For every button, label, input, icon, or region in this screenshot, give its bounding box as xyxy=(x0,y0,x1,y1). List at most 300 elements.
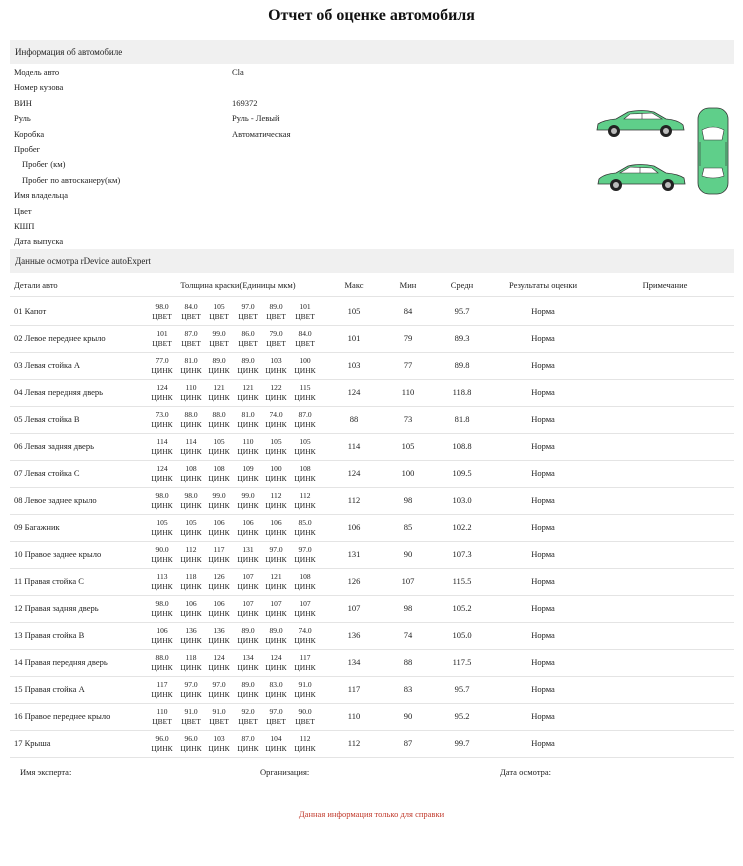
coating-type: ЦИНК xyxy=(294,473,316,483)
thickness-value: 105 xyxy=(213,437,225,446)
max-value: 88 xyxy=(349,414,359,424)
thickness-cell xyxy=(237,518,259,537)
avg-value: 99.7 xyxy=(454,738,470,748)
table-row xyxy=(10,487,734,515)
coating-type: ЦИНК xyxy=(237,608,259,618)
result-value: Норма xyxy=(531,522,555,532)
car-side-right-icon xyxy=(596,162,688,194)
coating-type: ЦИНК xyxy=(237,662,259,672)
thickness-value: 84.0 xyxy=(184,302,198,311)
part-name: 04 Левая передняя дверь xyxy=(14,387,104,397)
thickness-cell xyxy=(265,329,287,348)
inspection-section-header: Данные осмотра rDevice autoExpert xyxy=(10,249,734,273)
coating-type: ЦИНК xyxy=(237,392,259,402)
coating-type: ЦИНК xyxy=(180,473,202,483)
coating-type: ЦИНК xyxy=(208,527,230,537)
thickness-cell xyxy=(294,491,316,510)
thickness-value: 112 xyxy=(299,491,311,500)
col-header-max: Макс xyxy=(344,280,364,290)
coating-type: ЦИНК xyxy=(265,635,287,645)
thickness-cell xyxy=(208,383,230,402)
thickness-value: 86.0 xyxy=(241,329,255,338)
thickness-cell xyxy=(237,383,259,402)
result-value: Норма xyxy=(531,414,555,424)
coating-type: ЦВЕТ xyxy=(266,338,286,348)
thickness-value: 107 xyxy=(242,572,254,581)
part-name: 08 Левое заднее крыло xyxy=(14,495,97,505)
car-side-left-icon xyxy=(594,108,686,140)
min-value: 83 xyxy=(403,684,413,694)
car-info-label: Номер кузова xyxy=(14,82,64,93)
min-value: 84 xyxy=(403,306,413,316)
coating-type: ЦИНК xyxy=(151,527,173,537)
thickness-cell xyxy=(237,680,259,699)
min-value: 79 xyxy=(403,333,413,343)
thickness-cell xyxy=(180,545,202,564)
thickness-value: 110 xyxy=(185,383,197,392)
avg-value: 89.8 xyxy=(454,360,470,370)
coating-type: ЦИНК xyxy=(265,446,287,456)
report-title: Отчет об оценке автомобиля xyxy=(268,7,475,24)
part-name: 02 Левое переднее крыло xyxy=(14,333,106,343)
max-value: 110 xyxy=(347,711,361,721)
thickness-cell xyxy=(294,653,316,672)
coating-type: ЦИНК xyxy=(180,446,202,456)
thickness-cell xyxy=(265,356,287,375)
thickness-cell xyxy=(294,383,316,402)
thickness-cell xyxy=(151,491,173,510)
coating-type: ЦИНК xyxy=(265,419,287,429)
coating-type: ЦВЕТ xyxy=(295,311,315,321)
part-name: 05 Левая стойка B xyxy=(14,414,80,424)
avg-value: 95.2 xyxy=(454,711,470,721)
thickness-cell xyxy=(265,545,287,564)
thickness-value: 96.0 xyxy=(184,734,198,743)
thickness-value: 136 xyxy=(213,626,225,635)
col-header-result: Результаты оценки xyxy=(508,280,578,290)
thickness-cell xyxy=(180,734,202,753)
coating-type: ЦИНК xyxy=(237,419,259,429)
avg-value: 95.7 xyxy=(454,684,470,694)
thickness-cell xyxy=(237,572,259,591)
thickness-cell xyxy=(208,464,230,483)
table-row xyxy=(10,730,734,758)
result-value: Норма xyxy=(531,603,555,613)
thickness-value: 108 xyxy=(213,464,225,473)
thickness-cell xyxy=(180,626,202,645)
car-info-label: Цвет xyxy=(14,205,32,216)
thickness-cell xyxy=(180,491,202,510)
thickness-cell xyxy=(151,545,173,564)
coating-type: ЦИНК xyxy=(151,581,173,591)
coating-type: ЦИНК xyxy=(294,608,316,618)
thickness-value: 105 xyxy=(299,437,311,446)
thickness-value: 112 xyxy=(270,491,282,500)
thickness-cell xyxy=(208,626,230,645)
thickness-cell xyxy=(294,545,316,564)
coating-type: ЦИНК xyxy=(151,635,173,645)
result-value: Норма xyxy=(531,468,555,478)
part-name: 06 Левая задняя дверь xyxy=(14,441,94,451)
coating-type: ЦИНК xyxy=(265,743,287,753)
coating-type: ЦИНК xyxy=(208,581,230,591)
coating-type: ЦИНК xyxy=(208,554,230,564)
thickness-cell xyxy=(208,653,230,672)
thickness-cell xyxy=(265,464,287,483)
thickness-cell xyxy=(294,707,316,726)
disclaimer-text: Данная информация только для справки xyxy=(298,809,445,819)
thickness-cell xyxy=(294,437,316,456)
thickness-value: 88.0 xyxy=(184,410,198,419)
table-row xyxy=(10,649,734,677)
thickness-value: 81.0 xyxy=(241,410,255,419)
thickness-value: 97.0 xyxy=(241,302,255,311)
thickness-cell xyxy=(208,356,230,375)
thickness-value: 83.0 xyxy=(269,680,283,689)
thickness-cell xyxy=(180,653,202,672)
part-name: 11 Правая стойка C xyxy=(14,576,84,586)
coating-type: ЦИНК xyxy=(151,608,173,618)
max-value: 131 xyxy=(347,549,361,559)
thickness-value: 108 xyxy=(185,464,197,473)
min-value: 87 xyxy=(403,738,413,748)
thickness-cell xyxy=(180,464,202,483)
thickness-value: 108 xyxy=(299,572,311,581)
result-value: Норма xyxy=(531,711,555,721)
expert-label: Имя эксперта: xyxy=(20,767,72,777)
coating-type: ЦИНК xyxy=(294,689,316,699)
coating-type: ЦИНК xyxy=(237,635,259,645)
coating-type: ЦИНК xyxy=(180,743,202,753)
avg-value: 81.8 xyxy=(454,414,470,424)
max-value: 136 xyxy=(347,630,361,640)
thickness-cell xyxy=(294,734,316,753)
part-name: 01 Капот xyxy=(14,306,47,316)
min-value: 90 xyxy=(403,549,413,559)
thickness-value: 85.0 xyxy=(298,518,312,527)
thickness-value: 121 xyxy=(213,383,225,392)
coating-type: ЦИНК xyxy=(294,635,316,645)
coating-type: ЦВЕТ xyxy=(238,338,258,348)
thickness-cell xyxy=(265,437,287,456)
coating-type: ЦВЕТ xyxy=(295,338,315,348)
min-value: 98 xyxy=(403,603,413,613)
header-divider xyxy=(10,296,734,297)
thickness-value: 100 xyxy=(270,464,282,473)
min-value: 90 xyxy=(403,711,413,721)
max-value: 112 xyxy=(347,495,361,505)
avg-value: 102.2 xyxy=(452,522,472,532)
thickness-value: 88.0 xyxy=(212,410,226,419)
coating-type: ЦВЕТ xyxy=(209,311,229,321)
coating-type: ЦИНК xyxy=(265,581,287,591)
coating-type: ЦИНК xyxy=(265,392,287,402)
thickness-cell xyxy=(265,680,287,699)
min-value: 98 xyxy=(403,495,413,505)
thickness-cell xyxy=(265,653,287,672)
table-row xyxy=(10,406,734,434)
thickness-value: 134 xyxy=(242,653,254,662)
thickness-cell xyxy=(151,653,173,672)
avg-value: 117.5 xyxy=(452,657,472,667)
thickness-cell xyxy=(237,437,259,456)
thickness-cell xyxy=(180,518,202,537)
thickness-value: 113 xyxy=(156,572,168,581)
max-value: 117 xyxy=(347,684,361,694)
thickness-value: 110 xyxy=(242,437,254,446)
coating-type: ЦИНК xyxy=(180,581,202,591)
car-info-value: Руль - Левый xyxy=(232,113,280,124)
thickness-value: 90.0 xyxy=(155,545,169,554)
part-name: 07 Левая стойка C xyxy=(14,468,80,478)
thickness-cell xyxy=(237,599,259,618)
thickness-value: 87.0 xyxy=(241,734,255,743)
avg-value: 109.5 xyxy=(452,468,472,478)
thickness-value: 98.0 xyxy=(155,302,169,311)
thickness-value: 87.0 xyxy=(184,329,198,338)
thickness-value: 112 xyxy=(185,545,197,554)
thickness-cell xyxy=(151,599,173,618)
coating-type: ЦИНК xyxy=(265,662,287,672)
thickness-cell xyxy=(265,302,287,321)
thickness-value: 99.0 xyxy=(212,329,226,338)
max-value: 134 xyxy=(347,657,361,667)
coating-type: ЦВЕТ xyxy=(181,311,201,321)
thickness-cell xyxy=(294,518,316,537)
thickness-cell xyxy=(294,410,316,429)
min-value: 110 xyxy=(401,387,415,397)
thickness-value: 105 xyxy=(270,437,282,446)
min-value: 105 xyxy=(401,441,415,451)
thickness-cell xyxy=(180,383,202,402)
coating-type: ЦИНК xyxy=(208,473,230,483)
thickness-cell xyxy=(151,356,173,375)
car-info-section-header: Информация об автомобиле xyxy=(10,40,734,64)
min-value: 107 xyxy=(401,576,415,586)
table-row xyxy=(10,325,734,353)
thickness-cell xyxy=(237,653,259,672)
coating-type: ЦИНК xyxy=(180,500,202,510)
thickness-value: 118 xyxy=(185,572,197,581)
coating-type: ЦИНК xyxy=(294,392,316,402)
coating-type: ЦИНК xyxy=(237,446,259,456)
thickness-value: 115 xyxy=(299,383,311,392)
thickness-value: 97.0 xyxy=(184,680,198,689)
coating-type: ЦВЕТ xyxy=(209,716,229,726)
coating-type: ЦИНК xyxy=(208,500,230,510)
thickness-value: 89.0 xyxy=(241,626,255,635)
thickness-cell xyxy=(208,734,230,753)
thickness-value: 105 xyxy=(156,518,168,527)
thickness-value: 97.0 xyxy=(269,707,283,716)
part-name: 09 Багажник xyxy=(14,522,60,532)
thickness-value: 107 xyxy=(299,599,311,608)
thickness-cell xyxy=(237,734,259,753)
thickness-value: 121 xyxy=(270,572,282,581)
thickness-cell xyxy=(237,545,259,564)
thickness-value: 106 xyxy=(242,518,254,527)
thickness-cell xyxy=(151,302,173,321)
coating-type: ЦИНК xyxy=(294,500,316,510)
thickness-value: 89.0 xyxy=(212,356,226,365)
table-row xyxy=(10,703,734,731)
thickness-cell xyxy=(208,491,230,510)
col-header-thickness: Толщина краски(Единицы мкм) xyxy=(180,280,296,290)
coating-type: ЦИНК xyxy=(180,689,202,699)
part-name: 15 Правая стойка A xyxy=(14,684,85,694)
thickness-cell xyxy=(265,518,287,537)
thickness-cell xyxy=(294,302,316,321)
thickness-cell xyxy=(208,572,230,591)
thickness-cell xyxy=(294,464,316,483)
thickness-cell xyxy=(237,356,259,375)
thickness-cell xyxy=(151,734,173,753)
car-info-value: Автоматическая xyxy=(232,128,291,139)
avg-value: 89.3 xyxy=(454,333,470,343)
table-row xyxy=(10,595,734,623)
thickness-cell xyxy=(151,518,173,537)
result-value: Норма xyxy=(531,738,555,748)
part-name: 16 Правое переднее крыло xyxy=(14,711,111,721)
car-info-label: Руль xyxy=(14,113,31,124)
coating-type: ЦВЕТ xyxy=(181,338,201,348)
coating-type: ЦИНК xyxy=(294,581,316,591)
min-value: 88 xyxy=(403,657,413,667)
thickness-value: 92.0 xyxy=(241,707,255,716)
thickness-cell xyxy=(237,329,259,348)
col-header-min: Мин xyxy=(399,280,417,290)
avg-value: 105.2 xyxy=(452,603,472,613)
coating-type: ЦИНК xyxy=(208,446,230,456)
coating-type: ЦИНК xyxy=(237,689,259,699)
table-row xyxy=(10,433,734,461)
coating-type: ЦИНК xyxy=(151,554,173,564)
thickness-value: 99.0 xyxy=(212,491,226,500)
thickness-cell xyxy=(237,491,259,510)
thickness-value: 122 xyxy=(270,383,282,392)
thickness-value: 117 xyxy=(299,653,311,662)
coating-type: ЦИНК xyxy=(208,662,230,672)
thickness-value: 131 xyxy=(242,545,254,554)
coating-type: ЦИНК xyxy=(151,473,173,483)
thickness-cell xyxy=(180,410,202,429)
result-value: Норма xyxy=(531,306,555,316)
table-row xyxy=(10,514,734,542)
thickness-value: 73.0 xyxy=(155,410,169,419)
table-row xyxy=(10,676,734,704)
car-top-icon xyxy=(695,106,731,196)
car-info-label: Коробка xyxy=(14,128,45,139)
thickness-value: 89.0 xyxy=(269,626,283,635)
thickness-cell xyxy=(151,329,173,348)
thickness-value: 114 xyxy=(185,437,197,446)
thickness-cell xyxy=(180,599,202,618)
thickness-value: 96.0 xyxy=(155,734,169,743)
organization-label: Организация: xyxy=(260,767,310,777)
coating-type: ЦВЕТ xyxy=(152,338,172,348)
avg-value: 108.8 xyxy=(452,441,472,451)
thickness-cell xyxy=(237,464,259,483)
thickness-cell xyxy=(208,329,230,348)
part-name: 13 Правая стойка B xyxy=(14,630,85,640)
thickness-value: 104 xyxy=(270,734,282,743)
thickness-cell xyxy=(237,302,259,321)
coating-type: ЦВЕТ xyxy=(295,716,315,726)
coating-type: ЦВЕТ xyxy=(238,311,258,321)
thickness-cell xyxy=(151,707,173,726)
thickness-value: 105 xyxy=(213,302,225,311)
part-name: 10 Правое заднее крыло xyxy=(14,549,102,559)
coating-type: ЦВЕТ xyxy=(266,716,286,726)
min-value: 77 xyxy=(403,360,413,370)
thickness-value: 114 xyxy=(156,437,168,446)
thickness-value: 91.0 xyxy=(184,707,198,716)
thickness-value: 106 xyxy=(213,518,225,527)
max-value: 107 xyxy=(347,603,361,613)
thickness-value: 121 xyxy=(242,383,254,392)
max-value: 126 xyxy=(347,576,361,586)
result-value: Норма xyxy=(531,630,555,640)
table-row xyxy=(10,568,734,596)
car-info-label: Имя владельца xyxy=(14,190,69,201)
max-value: 124 xyxy=(347,387,361,397)
table-row xyxy=(10,379,734,407)
coating-type: ЦИНК xyxy=(294,365,316,375)
coating-type: ЦИНК xyxy=(151,365,173,375)
thickness-value: 97.0 xyxy=(212,680,226,689)
thickness-cell xyxy=(294,599,316,618)
result-value: Норма xyxy=(531,495,555,505)
thickness-cell xyxy=(208,437,230,456)
col-header-note: Примечание xyxy=(642,280,688,290)
thickness-value: 117 xyxy=(156,680,168,689)
car-info-label: Пробег (км) xyxy=(22,159,66,170)
thickness-value: 84.0 xyxy=(298,329,312,338)
thickness-value: 108 xyxy=(299,464,311,473)
thickness-cell xyxy=(265,626,287,645)
thickness-cell xyxy=(151,680,173,699)
thickness-value: 124 xyxy=(156,383,168,392)
thickness-value: 98.0 xyxy=(184,491,198,500)
table-row xyxy=(10,298,734,326)
thickness-cell xyxy=(180,707,202,726)
thickness-value: 106 xyxy=(213,599,225,608)
coating-type: ЦИНК xyxy=(180,365,202,375)
part-name: 17 Крыша xyxy=(14,738,51,748)
coating-type: ЦВЕТ xyxy=(152,311,172,321)
thickness-cell xyxy=(265,572,287,591)
coating-type: ЦИНК xyxy=(151,392,173,402)
max-value: 103 xyxy=(347,360,361,370)
max-value: 124 xyxy=(347,468,361,478)
coating-type: ЦИНК xyxy=(151,662,173,672)
car-info-label: Пробег по автосканеру(км) xyxy=(22,174,121,185)
coating-type: ЦИНК xyxy=(237,500,259,510)
coating-type: ЦИНК xyxy=(208,635,230,645)
thickness-value: 89.0 xyxy=(241,356,255,365)
result-value: Норма xyxy=(531,549,555,559)
thickness-cell xyxy=(237,626,259,645)
thickness-value: 124 xyxy=(270,653,282,662)
car-info-label: Модель авто xyxy=(14,67,60,77)
coating-type: ЦИНК xyxy=(237,365,259,375)
coating-type: ЦИНК xyxy=(237,554,259,564)
coating-type: ЦИНК xyxy=(208,608,230,618)
thickness-value: 79.0 xyxy=(269,329,283,338)
thickness-value: 106 xyxy=(185,599,197,608)
col-header-part: Детали авто xyxy=(14,280,58,290)
coating-type: ЦИНК xyxy=(294,662,316,672)
